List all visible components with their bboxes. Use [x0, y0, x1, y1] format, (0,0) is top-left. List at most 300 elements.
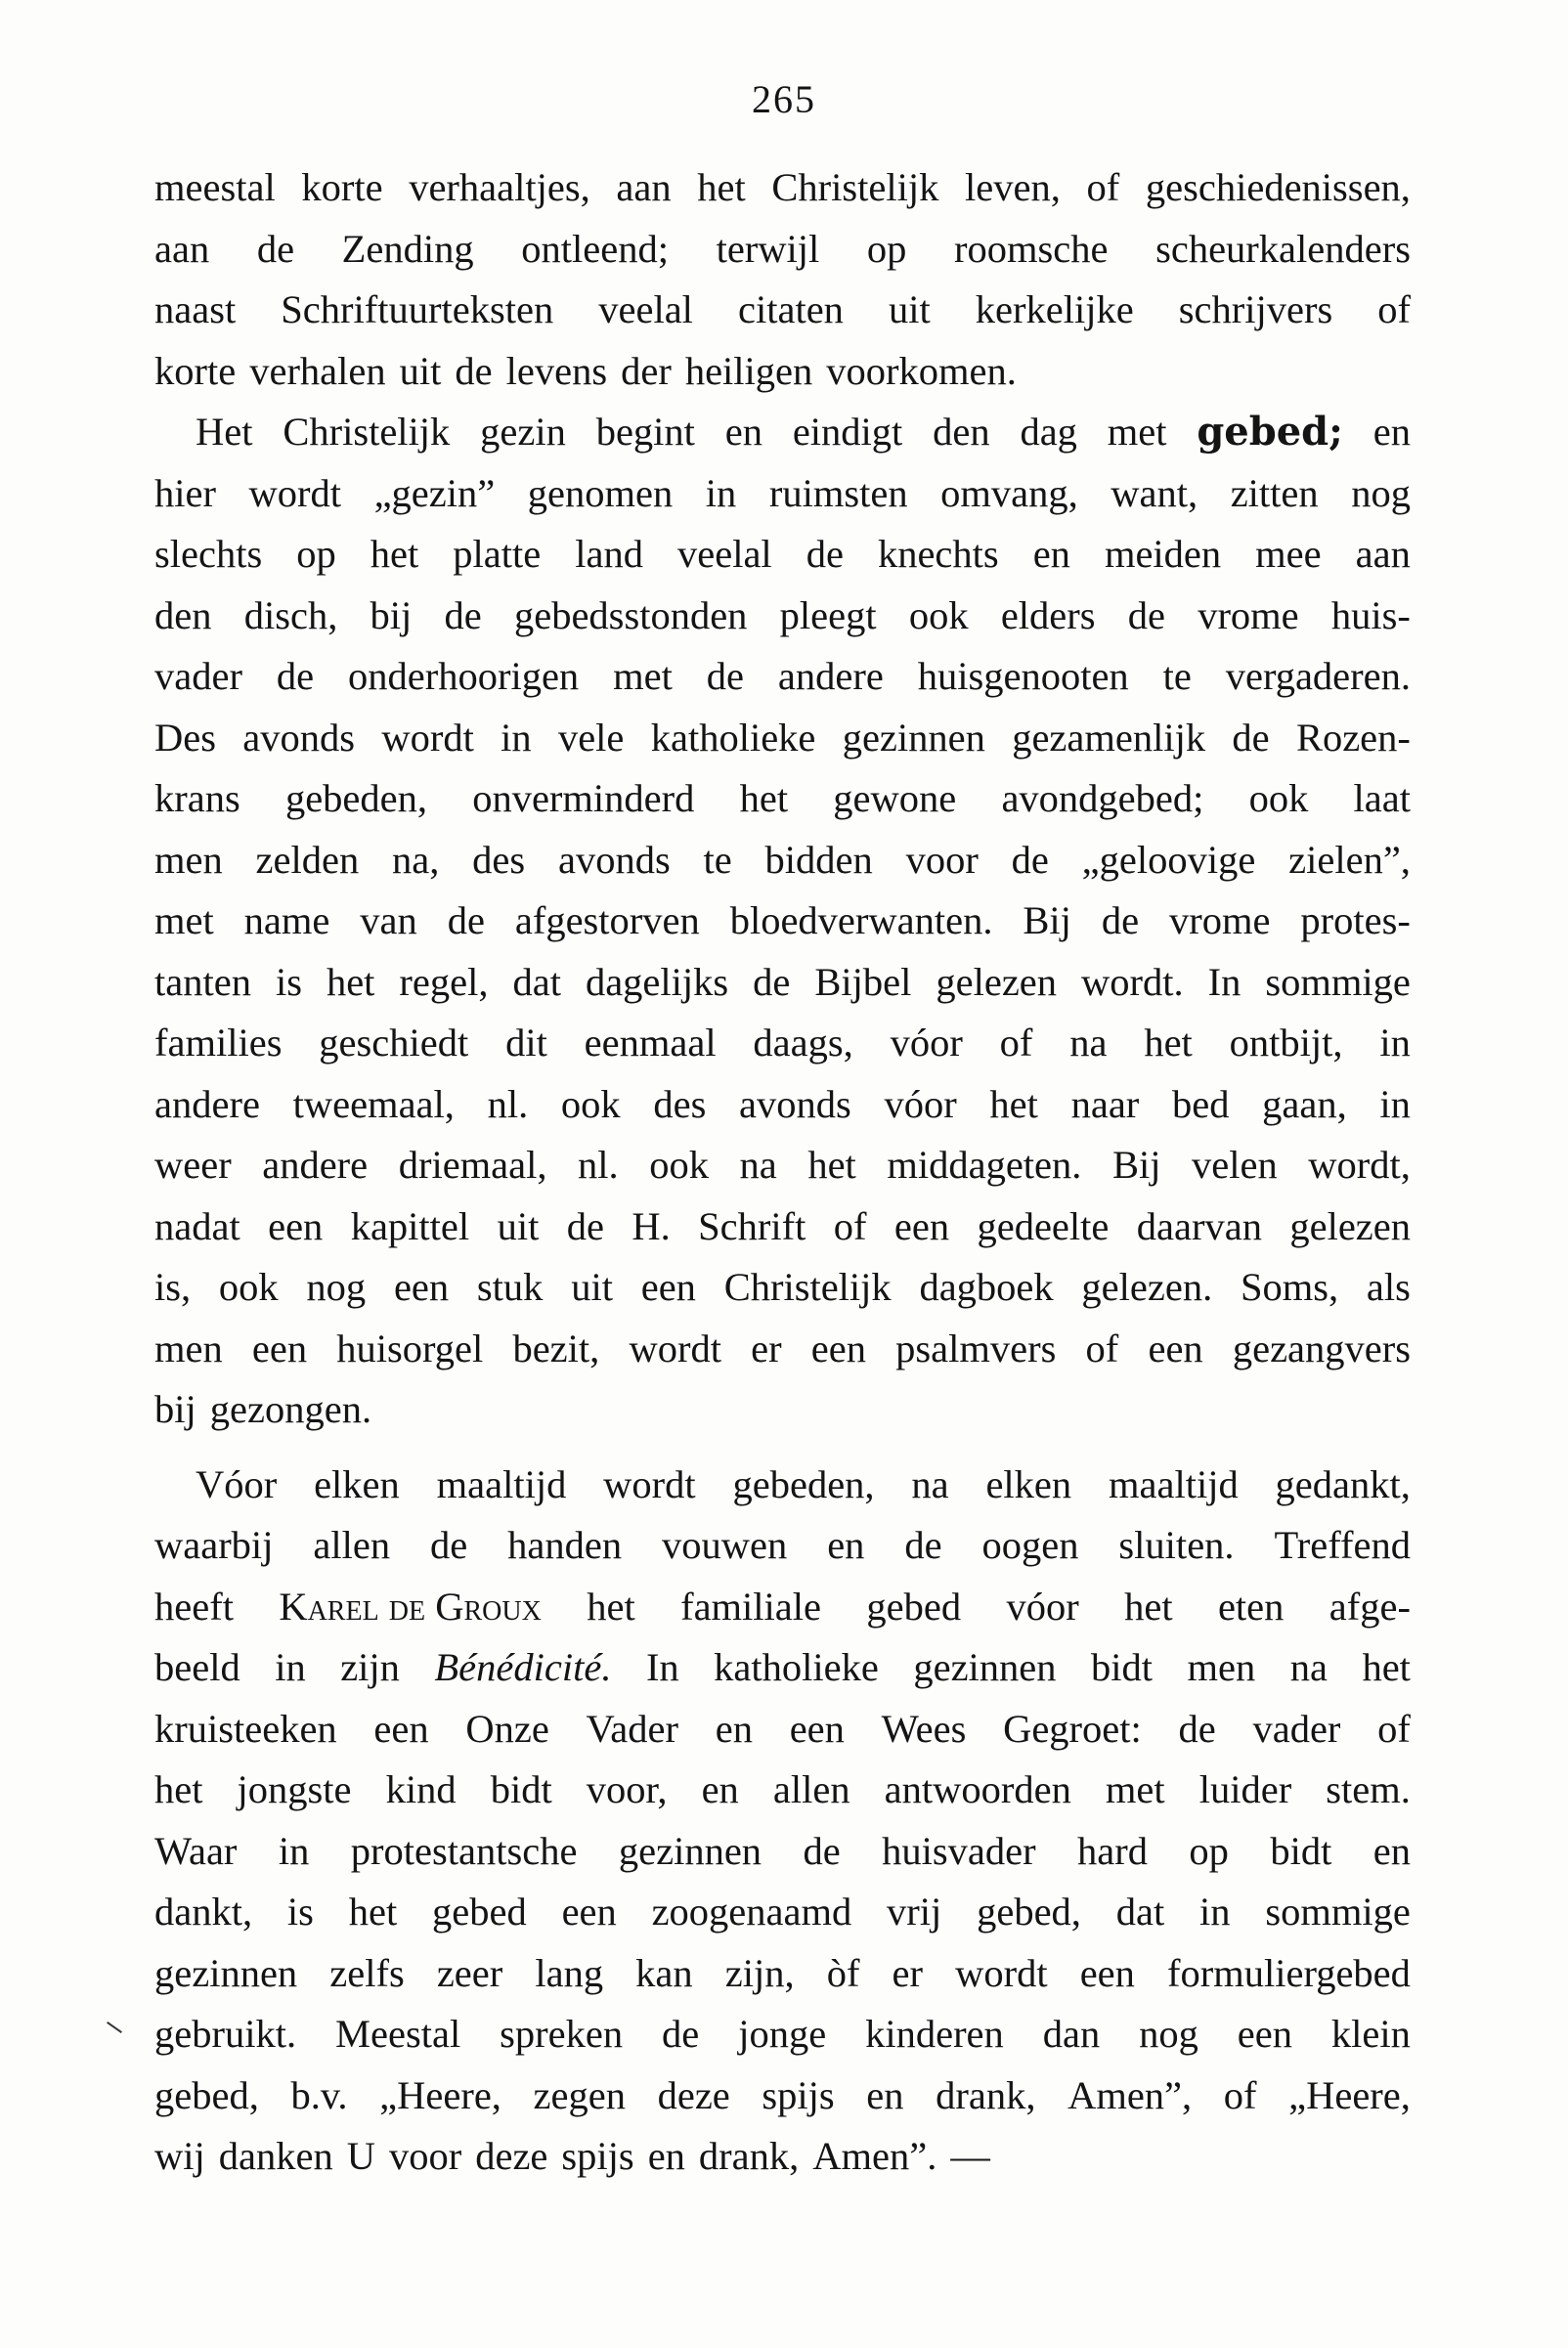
- word: Des: [154, 715, 216, 760]
- text-line: [154, 463, 1411, 525]
- word: Bij: [1023, 898, 1071, 942]
- word: ruimsten: [768, 470, 908, 515]
- word: vergaderen.: [1225, 654, 1411, 698]
- word: korte: [154, 348, 237, 393]
- word: den: [933, 410, 990, 454]
- word: de: [444, 592, 482, 637]
- word: in: [1379, 1081, 1411, 1126]
- word: de: [276, 654, 315, 698]
- word: waarbij: [154, 1523, 274, 1567]
- word: gelezen: [936, 959, 1058, 1004]
- word: veelal: [677, 532, 772, 576]
- word: vrome: [1169, 898, 1271, 942]
- word: zitten: [1230, 470, 1319, 515]
- word: met: [154, 898, 214, 942]
- word: lang: [535, 1950, 604, 1995]
- word: een: [640, 1265, 696, 1309]
- word: den: [154, 592, 212, 637]
- word: spreken: [500, 2012, 624, 2056]
- word: beeld: [154, 1645, 240, 1689]
- word: gezangvers: [1232, 1326, 1411, 1370]
- word: wordt: [603, 1461, 696, 1506]
- word: dat: [512, 959, 561, 1004]
- word: „gezin”: [373, 470, 496, 515]
- word: in: [705, 470, 737, 515]
- word: aan: [1355, 532, 1411, 576]
- word: een: [561, 1890, 617, 1934]
- word: de: [1101, 898, 1140, 942]
- word: gezinnen: [913, 1645, 1057, 1689]
- word: van: [360, 898, 417, 942]
- word: is: [286, 1890, 314, 1934]
- word: middageten.: [887, 1143, 1082, 1187]
- word: de: [904, 1523, 942, 1567]
- word: zijn,: [724, 1950, 795, 1995]
- text-line: [154, 1577, 1411, 1638]
- word: en: [866, 2072, 904, 2117]
- word: gewone: [833, 776, 957, 820]
- word: antwoorden: [884, 1767, 1071, 1811]
- text-line: [154, 2004, 1411, 2065]
- word: vrij: [887, 1890, 942, 1934]
- word: of: [1377, 287, 1411, 331]
- word: schrijvers: [1178, 287, 1333, 331]
- word: H.: [632, 1203, 671, 1248]
- word: de: [430, 1523, 468, 1567]
- word: heiligen: [684, 348, 813, 393]
- word: na,: [392, 837, 440, 882]
- word: allen: [313, 1523, 391, 1567]
- word: pleegt: [779, 592, 877, 637]
- word: katholieke: [714, 1645, 879, 1689]
- word: is,: [154, 1265, 192, 1309]
- word: een: [810, 1326, 866, 1370]
- word: kind: [385, 1767, 457, 1811]
- word: slechts: [154, 532, 263, 576]
- word: disch,: [243, 592, 338, 637]
- word: en: [1372, 410, 1411, 454]
- word: gebed,: [977, 1890, 1081, 1934]
- word: aan: [154, 226, 210, 271]
- word: gezamenlijk: [1012, 715, 1206, 760]
- word: „Heere,: [379, 2072, 501, 2117]
- word: terwijl: [716, 226, 820, 271]
- word: avondgebed;: [1001, 776, 1204, 820]
- word: bloedverwanten.: [729, 898, 993, 942]
- word: drank,: [698, 2134, 800, 2178]
- word: dankt,: [154, 1890, 253, 1934]
- word: vrome: [1198, 592, 1299, 637]
- word: meestal: [154, 165, 276, 209]
- word: ook: [218, 1265, 279, 1309]
- word: geschiedenissen,: [1145, 165, 1411, 209]
- word: gedankt,: [1275, 1461, 1411, 1506]
- word: psalmvers: [895, 1326, 1057, 1370]
- word: tweemaal,: [292, 1081, 455, 1126]
- word: handen: [507, 1523, 623, 1567]
- word: In: [645, 1645, 679, 1689]
- text-line: [154, 1760, 1411, 1821]
- word: op: [1189, 1828, 1229, 1873]
- text-line: [154, 402, 1411, 463]
- word: of: [1086, 165, 1120, 209]
- word: en: [827, 1523, 865, 1567]
- word: wij: [154, 2134, 205, 2178]
- artwork-title: Bénédicité.: [434, 1645, 612, 1689]
- word: een: [789, 1706, 845, 1751]
- word: op: [296, 532, 336, 576]
- word: zeer: [436, 1950, 503, 1995]
- word: „Heere,: [1288, 2072, 1411, 2117]
- word: een: [251, 1326, 308, 1370]
- word: te: [1162, 654, 1192, 698]
- word: leven,: [965, 165, 1061, 209]
- word: een: [1237, 2012, 1292, 2056]
- word: regel,: [399, 959, 489, 1004]
- word: eenmaal: [584, 1021, 717, 1065]
- word: Schrift: [698, 1203, 806, 1248]
- word: katholieke: [650, 715, 816, 760]
- word: nadat: [154, 1203, 240, 1248]
- word: afgestorven: [514, 898, 700, 942]
- word: dagelijks: [585, 959, 729, 1004]
- word: gezin: [480, 410, 566, 454]
- word: voor: [905, 837, 979, 882]
- paragraph: [154, 402, 1411, 1441]
- word: zijn: [340, 1645, 400, 1689]
- word: bidt: [1091, 1645, 1154, 1689]
- word: en: [715, 1706, 753, 1751]
- word: vóor: [890, 1021, 963, 1065]
- word: b.v.: [290, 2072, 348, 2117]
- word: zelfs: [329, 1950, 405, 1995]
- word: dan: [1042, 2012, 1101, 2056]
- word: en: [724, 410, 762, 454]
- word: wordt.: [1081, 959, 1184, 1004]
- word: bezit,: [512, 1326, 600, 1370]
- word: driemaal,: [398, 1143, 547, 1187]
- word: vader: [1252, 1706, 1341, 1751]
- word: het: [348, 1890, 398, 1934]
- word: gezongen.: [209, 1387, 372, 1431]
- word: krans: [154, 776, 240, 820]
- word: daarvan: [1136, 1203, 1262, 1248]
- word: kan: [635, 1950, 693, 1995]
- word: gebed: [866, 1584, 962, 1629]
- word: zielen”,: [1288, 837, 1411, 882]
- word: meiden: [1104, 532, 1222, 576]
- word: of: [1085, 1326, 1119, 1370]
- word: bidt: [490, 1767, 552, 1811]
- word: men: [1187, 1645, 1256, 1689]
- word: zegen: [533, 2072, 626, 2117]
- word: dag: [1020, 410, 1077, 454]
- word: levens: [505, 348, 608, 393]
- word: elders: [1000, 592, 1096, 637]
- word: de: [803, 1828, 841, 1873]
- word: Gegroet:: [1003, 1706, 1142, 1751]
- word: het: [739, 776, 789, 820]
- word: gelezen: [1289, 1203, 1411, 1248]
- word: hier: [154, 470, 216, 515]
- word: er: [751, 1326, 782, 1370]
- word: een: [1079, 1950, 1135, 1995]
- word: Waar: [154, 1828, 238, 1873]
- word: wordt: [955, 1950, 1048, 1995]
- word: uit: [497, 1203, 540, 1248]
- word: Vader: [586, 1706, 678, 1751]
- word: andere: [154, 1081, 260, 1126]
- word: vele: [557, 715, 625, 760]
- word: weer: [154, 1143, 232, 1187]
- text-line: [154, 341, 1411, 403]
- word: of: [1377, 1706, 1411, 1751]
- word: gaan,: [1262, 1081, 1347, 1126]
- word: of: [999, 1021, 1033, 1065]
- word: Bijbel: [814, 959, 912, 1004]
- word: sommige: [1265, 959, 1411, 1004]
- body-text: [154, 157, 1411, 2188]
- word: gebeden,: [284, 776, 427, 820]
- word: wordt: [248, 470, 342, 515]
- text-line: [154, 1882, 1411, 1943]
- margin-mark: [107, 2022, 122, 2033]
- word: avonds: [739, 1081, 851, 1126]
- word: de: [753, 959, 791, 1004]
- word: ook: [649, 1143, 709, 1187]
- word: Bij: [1111, 1143, 1161, 1187]
- word: nl.: [487, 1081, 529, 1126]
- word: gebedsstonden: [513, 592, 748, 637]
- word: protestantsche: [350, 1828, 578, 1873]
- word: Christelijk: [723, 1265, 892, 1309]
- emphasis-term: gebed;: [1197, 409, 1343, 455]
- word: knechts: [877, 532, 999, 576]
- text-line: [154, 1455, 1411, 1516]
- word: Meestal: [335, 2012, 461, 2056]
- word: huisorgel: [336, 1326, 484, 1370]
- word: bed: [1171, 1081, 1230, 1126]
- word: het: [587, 1584, 635, 1629]
- word: citaten: [737, 287, 844, 331]
- word: stem.: [1326, 1767, 1411, 1811]
- word: huisvader: [882, 1828, 1036, 1873]
- word: een: [373, 1706, 429, 1751]
- word: Zending: [341, 226, 474, 271]
- word: een: [268, 1203, 324, 1248]
- word: roomsche: [954, 226, 1109, 271]
- word: familiale: [680, 1584, 822, 1629]
- text-line: [154, 1319, 1411, 1380]
- word: kerkelijke: [975, 287, 1134, 331]
- word: Christelijk: [283, 410, 451, 454]
- word: der: [621, 348, 672, 393]
- word: „geloovige: [1081, 837, 1256, 882]
- word: het: [1362, 1645, 1411, 1689]
- word: te: [703, 837, 732, 882]
- word: andere: [777, 654, 884, 698]
- word: onderhoorigen: [348, 654, 580, 698]
- word: stuk: [476, 1265, 544, 1309]
- word: nog: [1139, 2012, 1198, 2056]
- word: na: [911, 1461, 949, 1506]
- text-line: [154, 1074, 1411, 1136]
- text-line: [154, 1699, 1411, 1761]
- word: kapittel: [350, 1203, 470, 1248]
- word: de: [1232, 715, 1270, 760]
- word: de: [1178, 1706, 1216, 1751]
- word: gebruikt.: [154, 2012, 297, 2056]
- word: mee: [1255, 532, 1322, 576]
- word: danken: [218, 2134, 333, 2178]
- word: allen: [772, 1767, 850, 1811]
- word: de: [806, 532, 844, 576]
- word: genomen: [527, 470, 674, 515]
- word: het: [1144, 1021, 1193, 1065]
- word: het: [989, 1081, 1038, 1126]
- word: dat: [1115, 1890, 1165, 1934]
- word: gebed,: [154, 2072, 259, 2117]
- word: gezinnen: [618, 1828, 762, 1873]
- word: met: [613, 654, 673, 698]
- word: Vóor: [196, 1461, 278, 1506]
- word: spijs: [762, 2072, 835, 2117]
- word: deze: [657, 2072, 730, 2117]
- word: voorkomen.: [826, 348, 1017, 393]
- text-line: [154, 1135, 1411, 1196]
- word: Christelijk: [771, 165, 939, 209]
- word: verhalen: [249, 348, 386, 393]
- text-line: [154, 2126, 1411, 2188]
- text-line: [154, 1943, 1411, 2005]
- word: het: [807, 1143, 856, 1187]
- word: want,: [1111, 470, 1198, 515]
- word: de: [706, 654, 744, 698]
- word: Rozen-: [1295, 715, 1411, 760]
- word: gelezen.: [1081, 1265, 1213, 1309]
- word: sluiten.: [1118, 1523, 1235, 1567]
- word: maaltijd: [1109, 1461, 1239, 1506]
- word: dagboek: [919, 1265, 1054, 1309]
- word: een: [1148, 1326, 1203, 1370]
- word: formuliergebed: [1167, 1950, 1411, 1995]
- word: ook: [560, 1081, 621, 1126]
- word: dit: [505, 1021, 547, 1065]
- word: klein: [1330, 2012, 1411, 2056]
- word: op: [866, 226, 907, 271]
- word: verhaaltjes,: [409, 165, 590, 209]
- word: gezinnen: [842, 715, 985, 760]
- word: platte: [453, 532, 542, 576]
- word: Wees: [881, 1706, 967, 1751]
- word: naast: [154, 287, 237, 331]
- word: protes-: [1300, 898, 1411, 942]
- word: kruisteeken: [154, 1706, 337, 1751]
- word: men: [154, 1326, 223, 1370]
- word: des: [653, 1081, 707, 1126]
- word: Onze: [465, 1706, 549, 1751]
- word: nl.: [578, 1143, 619, 1187]
- word: andere: [262, 1143, 369, 1187]
- word: spijs: [561, 2134, 634, 2178]
- text-line: [154, 2065, 1411, 2127]
- word: de: [1011, 837, 1049, 882]
- word: huisgenooten: [917, 654, 1129, 698]
- word: jongste: [237, 1767, 352, 1811]
- word: de: [662, 2012, 700, 2056]
- word: in: [501, 715, 532, 760]
- word: uit: [571, 1265, 613, 1309]
- word: het: [697, 165, 746, 209]
- word: gebeden,: [732, 1461, 875, 1506]
- word: —: [950, 2134, 990, 2178]
- text-line: [154, 646, 1411, 708]
- text-line: [154, 1515, 1411, 1577]
- word: het: [1124, 1584, 1173, 1629]
- word: of: [1223, 2072, 1257, 2117]
- word: begint: [595, 410, 695, 454]
- word: in: [1199, 1890, 1231, 1934]
- word: gedeelte: [977, 1203, 1110, 1248]
- word: Amen”,: [1067, 2072, 1193, 2117]
- word: zoogenaamd: [651, 1890, 852, 1934]
- text-line: [154, 219, 1411, 281]
- word: na: [1069, 1021, 1108, 1065]
- word: na: [1289, 1645, 1328, 1689]
- word: met: [1105, 1767, 1165, 1811]
- word: de: [1127, 592, 1165, 637]
- word: ook: [908, 592, 969, 637]
- word: is: [275, 959, 302, 1004]
- word: gebed: [432, 1890, 527, 1934]
- word: families: [154, 1021, 283, 1065]
- word: òf: [826, 1950, 860, 1995]
- word: jonge: [738, 2012, 827, 2056]
- word: In: [1207, 959, 1241, 1004]
- text-line: [154, 1637, 1411, 1699]
- word: elken: [985, 1461, 1072, 1506]
- word: het: [154, 1767, 203, 1811]
- word: veelal: [598, 287, 693, 331]
- word: velen: [1192, 1143, 1278, 1187]
- word: vóor: [1006, 1584, 1079, 1629]
- text-line: [154, 280, 1411, 341]
- word: men: [154, 837, 223, 882]
- text-line: [154, 1257, 1411, 1319]
- word: scheurkalenders: [1155, 226, 1411, 271]
- word: huis-: [1330, 592, 1411, 637]
- word: hard: [1077, 1828, 1148, 1873]
- word: in: [1379, 1021, 1411, 1065]
- text-line: [154, 830, 1411, 891]
- text-line: [154, 1013, 1411, 1074]
- word: het: [326, 959, 375, 1004]
- word: maaltijd: [436, 1461, 567, 1506]
- word: in: [278, 1828, 310, 1873]
- word: nog: [1351, 470, 1411, 515]
- word: U: [346, 2134, 375, 2178]
- text-line: [154, 1379, 1411, 1441]
- text-line: [154, 157, 1411, 219]
- word: in: [275, 1645, 306, 1689]
- word: en: [647, 2134, 685, 2178]
- word: bij: [370, 592, 413, 637]
- word: uit: [399, 348, 442, 393]
- word: en: [701, 1767, 739, 1811]
- word: of: [833, 1203, 867, 1248]
- word: geschiedt: [319, 1021, 469, 1065]
- paragraph: [154, 1455, 1411, 2188]
